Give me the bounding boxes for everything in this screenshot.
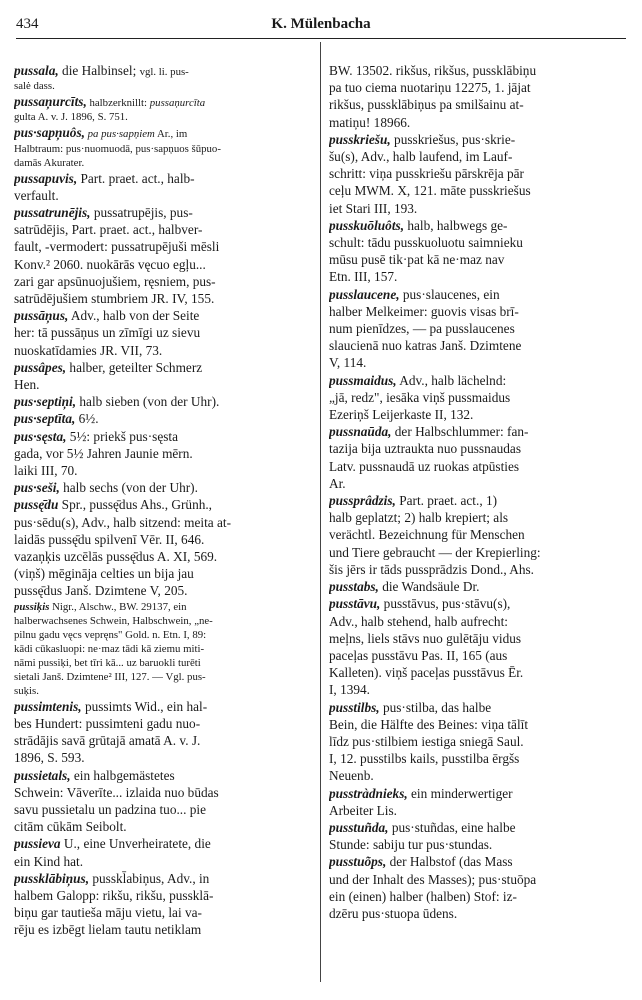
continuation-text: (viņš) mēgināja celties un bija jau (14, 566, 194, 582)
left-column (14, 62, 320, 939)
text-line (329, 406, 635, 423)
definition-text: halb, halbwegs ge- (404, 217, 508, 233)
continuation-text: matiņu! 18966. (329, 114, 411, 130)
entry-line (14, 393, 320, 410)
definition-text: halbzerknillt: (86, 97, 150, 110)
continuation-text: pus·sēdu(s), Adv., halb sitzend: meita at- (14, 514, 232, 530)
definition-text: halb sechs (von der Uhr). (59, 480, 198, 496)
continuation-text: halberwachsenes Schwein, Halbschwein, „ne- (14, 614, 213, 627)
text-line (329, 767, 635, 784)
definition-text: der Halbstof (das Mass (386, 854, 513, 870)
definition-text: 5½: priekš pus·sęsta (66, 428, 178, 444)
text-line (14, 110, 320, 124)
text-line (329, 750, 635, 767)
continuation-text: dzēru pus·stuopa ūdens. (329, 905, 458, 921)
continuation-text: schult: tādu pusskuoluotu saimnieku (329, 235, 523, 251)
definition-text: pusstāvus, pus·stāvu(s), (380, 596, 511, 612)
headword: pussala, (14, 63, 59, 78)
text-line (14, 531, 320, 548)
entry-line (14, 359, 320, 376)
text-line (329, 526, 635, 543)
continuation-text: und Tiere gebraucht — der Krepierling: (329, 544, 541, 560)
definition-text: pussatrupējis, pus- (90, 205, 193, 221)
page-header (16, 16, 626, 39)
continuation-text: gulta A. v. J. 1896, S. 751. (14, 111, 128, 124)
definition-text: pusskl̄abiņus, Adv., in (89, 870, 210, 886)
headword: pussapuvis, (14, 170, 78, 186)
text-line (14, 642, 320, 656)
definition-text: U., eine Unverheiratete, die (60, 836, 211, 852)
definition-text: der Halbschlummer: fan- (391, 424, 529, 440)
entry-line (329, 819, 635, 836)
text-line (329, 320, 635, 337)
text-line (329, 613, 635, 630)
continuation-text: Arbeiter Lis. (329, 802, 397, 818)
text-line (14, 256, 320, 273)
continuation-text: her: tā pussāņus un zīmīgi uz sievu (14, 325, 201, 341)
headword: pussimtenis, (14, 698, 82, 714)
text-line (14, 818, 320, 835)
continuation-text: strādājis savā grūtajā amatā A. v. J. (14, 733, 201, 749)
text-line (14, 656, 320, 670)
text-line (14, 290, 320, 307)
headword: pus·seši, (14, 480, 60, 496)
headword: pusstuõps, (329, 854, 387, 870)
entry-line (329, 785, 635, 802)
text-line (329, 234, 635, 251)
continuation-text: Kalleten). viņš paceļas pusstāvus Ēr. (329, 665, 524, 681)
entry-line (329, 578, 635, 595)
text-line (14, 376, 320, 393)
continuation-text: und der Inhalt des Masses); pus·stuōpa (329, 871, 537, 887)
example-text: pa pus·sapņiem (84, 128, 155, 141)
continuation-text: biņu gar tautieša māju vietu, lai va- (14, 905, 202, 921)
entry-line (14, 410, 320, 427)
continuation-text: šis jērs ir tāds pussprādzis Dond., Ahs. (329, 561, 534, 577)
headword: pussnaūda, (329, 424, 392, 440)
text-line (329, 96, 635, 113)
running-title: K. Mülenbacha (271, 16, 371, 32)
continuation-text: Ar. (329, 475, 346, 491)
continuation-text: halber Melkeimer: guovis visas brī- (329, 303, 519, 319)
definition-text: die Wandsäule Dr. (378, 579, 480, 595)
text-line (329, 544, 635, 561)
continuation-text: ceļu MWM. X, 121. māte pusskriešus (329, 183, 531, 199)
continuation-text: nāmi pussiķi, bet tīri kā... uz baruokli turēti (14, 656, 201, 669)
continuation-text: pussę̄dus Janš. Dzimtene V, 205. (14, 583, 188, 599)
entry-line (14, 428, 320, 445)
reference-text: vgl. li. pus- (139, 66, 189, 78)
text-line (14, 732, 320, 749)
example-text: pussaņurcīta (149, 97, 206, 110)
text-line (329, 905, 635, 922)
definition-text: 6½. (75, 411, 99, 427)
continuation-text: 1896, S. 593. (14, 750, 85, 766)
headword: pusslaucene, (329, 286, 400, 302)
entry-line (329, 853, 635, 870)
continuation-text: I, 1394. (329, 682, 370, 698)
text-line (14, 670, 320, 684)
entry-line (14, 698, 320, 715)
continuation-text: V, 114. (329, 355, 367, 371)
text-line (14, 921, 320, 938)
continuation-text: rēju es izbēgt lielam tautu netiklam (14, 922, 202, 938)
continuation-text: sietali Janš. Dzimtene² III, 127. — Vgl. pus- (14, 670, 206, 683)
text-line (329, 148, 635, 165)
text-line (329, 733, 635, 750)
continuation-text: šu(s), Adv., halb laufend, im Lauf- (329, 149, 513, 165)
continuation-text: Stunde: sabiju tur pus·stundas. (329, 837, 493, 853)
continuation-text: damās Akurater. (14, 156, 85, 169)
text-line (14, 548, 320, 565)
entry-line (329, 492, 635, 509)
right-column (329, 62, 635, 922)
text-line (329, 79, 635, 96)
headword: pus·sapņuôs, (14, 125, 85, 141)
definition-text: die Halbinsel; (58, 63, 140, 78)
definition-text: Part. praet. act., 1) (395, 493, 498, 509)
headword: pusskuōluôts, (329, 217, 405, 233)
headword: pusstabs, (329, 579, 379, 595)
continuation-text: Adv., halb stehend, halb aufrecht: (329, 613, 508, 629)
continuation-text: savu pussietalu un padzina tuo... pie (14, 801, 207, 817)
headword: pusstuñda, (329, 819, 389, 835)
text-line (14, 628, 320, 642)
text-line (14, 221, 320, 238)
text-line (329, 303, 635, 320)
text-line (14, 887, 320, 904)
text-line (329, 354, 635, 371)
text-line (14, 342, 320, 359)
continuation-text: laidās pussę̄du spilvenī Vēr. II, 646. (14, 531, 205, 547)
text-line (14, 565, 320, 582)
text-line (329, 871, 635, 888)
text-line (14, 614, 320, 628)
continuation-text: BW. 13502. rikšus, rikšus, pussklābiņu (329, 63, 537, 78)
definition-text: pussimts Wid., ein hal- (81, 698, 208, 714)
continuation-text: Halbtraum: pus·nuomuodā, pus·sapņuos šūpuo- (14, 142, 221, 155)
entry-line (329, 595, 635, 612)
definition-text: Nigr., Alschw., BW. 29137, ein (49, 600, 187, 613)
continuation-text: pilnu gadu vęcs vepręns" Gold. n. Etn. I, 89: (14, 628, 207, 641)
continuation-text: rikšus, pussklābiņus pa smilšainu at- (329, 97, 524, 113)
continuation-text: bes Hundert: pussimteni gadu nuo- (14, 715, 201, 731)
definition-text: Ar., im (154, 128, 188, 141)
continuation-text: vazaņķis uzcēlās pussę̄dus A. XI, 569. (14, 549, 218, 565)
continuation-text: „jā, redz", iesāka viņš pussmaidus (329, 389, 511, 405)
text-line (329, 475, 635, 492)
text-line (14, 156, 320, 170)
text-line (14, 324, 320, 341)
text-line (329, 182, 635, 199)
text-line (14, 801, 320, 818)
continuation-text: halbem Galopp: rikšu, rikšu, pussklā- (14, 887, 214, 903)
text-line (329, 440, 635, 457)
continuation-text: schritt: viņa pusskriešu pārskrēja pār (329, 166, 524, 182)
continuation-text: nuoskatīdamies JR. VII, 73. (14, 342, 163, 358)
headword: pussâpes, (14, 359, 67, 375)
definition-text: Adv., halb von der Seite (68, 308, 200, 324)
entry-line (329, 699, 635, 716)
text-line (329, 458, 635, 475)
text-line (14, 904, 320, 921)
headword: pussaņurcīts, (14, 94, 87, 110)
text-line (329, 268, 635, 285)
text-line (14, 79, 320, 93)
continuation-text: fault, -vermodert: pussatrupējuši mēsli (14, 239, 220, 255)
text-line (329, 389, 635, 406)
headword: pussatrunējis, (14, 205, 91, 221)
entry-line (14, 62, 320, 79)
entry-line (329, 217, 635, 234)
entry-line (14, 496, 320, 513)
headword: pussę̄du (14, 497, 59, 513)
headword: pusskriešu, (329, 131, 391, 147)
continuation-text: laiki III, 70. (14, 463, 78, 479)
headword: pussprâdzis, (329, 493, 396, 509)
text-line (14, 582, 320, 599)
continuation-text: Neuenb. (329, 768, 374, 784)
entry-line (14, 835, 320, 852)
continuation-text: iet Stari III, 193. (329, 200, 418, 216)
continuation-text: Bein, die Hälfte des Beines: viņa tālīt (329, 716, 529, 732)
text-line (14, 142, 320, 156)
headword: pussiķis (14, 600, 50, 613)
text-line (329, 337, 635, 354)
text-line (329, 114, 635, 131)
text-line (329, 251, 635, 268)
text-line (14, 273, 320, 290)
text-line (14, 445, 320, 462)
continuation-text: salė dass. (14, 80, 55, 93)
continuation-text: I, 12. pusstilbs kails, pusstilba ērgšs (329, 751, 520, 767)
definition-text: halber, geteilter Schmerz (66, 359, 203, 375)
continuation-text: Konv.² 2060. nuokārās vęcuo egļu... (14, 256, 206, 272)
headword: pusstràdnieks, (329, 785, 408, 801)
continuation-text: halb geplatzt; 2) halb krepiert; als (329, 510, 509, 526)
definition-text: Part. praet. act., halb- (77, 170, 195, 186)
headword: pusstilbs, (329, 699, 380, 715)
headword: pus·septīta, (14, 411, 76, 427)
definition-text: Adv., halb lächelnd: (396, 372, 507, 388)
entry-line (14, 767, 320, 784)
definition-text: Spr., pussę̄dus Ahs., Grünh., (58, 497, 213, 513)
entry-line (14, 93, 320, 110)
entry-line (329, 423, 635, 440)
continuation-text: kādi cūkasluopi: ne·maz tādi kā ziemu miti- (14, 642, 205, 655)
continuation-text: līdz pus·stilbiem iestiga sniegā Saul. (329, 733, 524, 749)
text-line (329, 802, 635, 819)
entry-line (14, 170, 320, 187)
headword: pussieva (14, 836, 61, 852)
continuation-text: mūsu pusē tik·pat kā ne·maz nav (329, 252, 505, 268)
definition-text: halb sieben (von der Uhr). (76, 394, 220, 410)
headword: pussklābiņus, (14, 870, 90, 886)
continuation-text: Etn. III, 157. (329, 269, 398, 285)
entry-line (14, 870, 320, 887)
text-line (329, 630, 635, 647)
continuation-text: num pienīdzes, — pa pusslaucenes (329, 321, 515, 337)
continuation-text: Ezeriņš Leijerkaste II, 132. (329, 407, 474, 423)
definition-text: pusskriešus, pus·skrie- (390, 131, 516, 147)
entry-line (329, 286, 635, 303)
text-line (14, 462, 320, 479)
text-line (14, 238, 320, 255)
text-line (329, 664, 635, 681)
text-line (14, 784, 320, 801)
continuation-text: meļns, liels stāvs nuo gulētāju vidus (329, 630, 522, 646)
continuation-text: suķis. (14, 684, 39, 697)
continuation-text: ein Kind hat. (14, 853, 84, 869)
definition-text: pus·stuñdas, eine halbe (388, 819, 516, 835)
text-line (329, 888, 635, 905)
text-line (14, 514, 320, 531)
headword: pus·septiņi, (14, 394, 77, 410)
entry-line (14, 204, 320, 221)
entry-line (329, 131, 635, 148)
page-number: 434 (16, 16, 39, 32)
continuation-text: Hen. (14, 377, 40, 393)
entry-line (14, 124, 320, 141)
text-line (329, 647, 635, 664)
entry-line (329, 372, 635, 389)
headword: pussmaidus, (329, 372, 397, 388)
text-line (329, 200, 635, 217)
continuation-text: verächtl. Bezeichnung für Menschen (329, 527, 525, 543)
definition-text: pus·slaucenes, ein (399, 286, 500, 302)
text-line (14, 853, 320, 870)
headword: pusstāvu, (329, 596, 381, 612)
text-line (329, 836, 635, 853)
text-line (329, 62, 635, 79)
continuation-text: tazija bija uztraukta nuo pussnaudas (329, 441, 522, 457)
entry-line (14, 600, 320, 614)
headword: pussāņus, (14, 308, 69, 324)
text-line (14, 187, 320, 204)
text-line (14, 684, 320, 698)
continuation-text: zari gar apsūnuojušiem, ręsniem, pus- (14, 273, 216, 289)
continuation-text: gada, vor 5½ Jahren Jaunie mērn. (14, 445, 193, 461)
headword: pus·sęsta, (14, 428, 67, 444)
text-line (329, 681, 635, 698)
text-line (14, 715, 320, 732)
column-divider (320, 42, 321, 982)
entry-line (14, 479, 320, 496)
continuation-text: satrūdējis, Part. praet. act., halbver- (14, 222, 203, 238)
continuation-text: ein (einen) halber (halben) Stof: iz- (329, 888, 517, 904)
text-line (14, 749, 320, 766)
continuation-text: slaucienā nuo katras Janš. Dzimtene (329, 338, 522, 354)
continuation-text: pa tuo ciema nuotariņu 12275, 1. jājat (329, 80, 531, 96)
text-line (329, 561, 635, 578)
continuation-text: satrūdējušiem stumbriem JR. IV, 155. (14, 291, 215, 307)
text-line (329, 716, 635, 733)
definition-text: pus·stilba, das halbe (379, 699, 492, 715)
text-line (329, 165, 635, 182)
continuation-text: citām cūkām Seibolt. (14, 819, 127, 835)
continuation-text: paceļas pusstāvu Pas. II, 165 (aus (329, 647, 508, 663)
definition-text: ein halbgemästetes (70, 767, 175, 783)
continuation-text: verfault. (14, 187, 59, 203)
definition-text: ein minderwertiger (407, 785, 513, 801)
headword: pussietals, (14, 767, 71, 783)
text-line (329, 509, 635, 526)
entry-line (14, 307, 320, 324)
continuation-text: Schwein: Vāverīte... izlaida nuo būdas (14, 784, 219, 800)
continuation-text: Latv. pussnaudā uz ruokas atpūsties (329, 458, 520, 474)
